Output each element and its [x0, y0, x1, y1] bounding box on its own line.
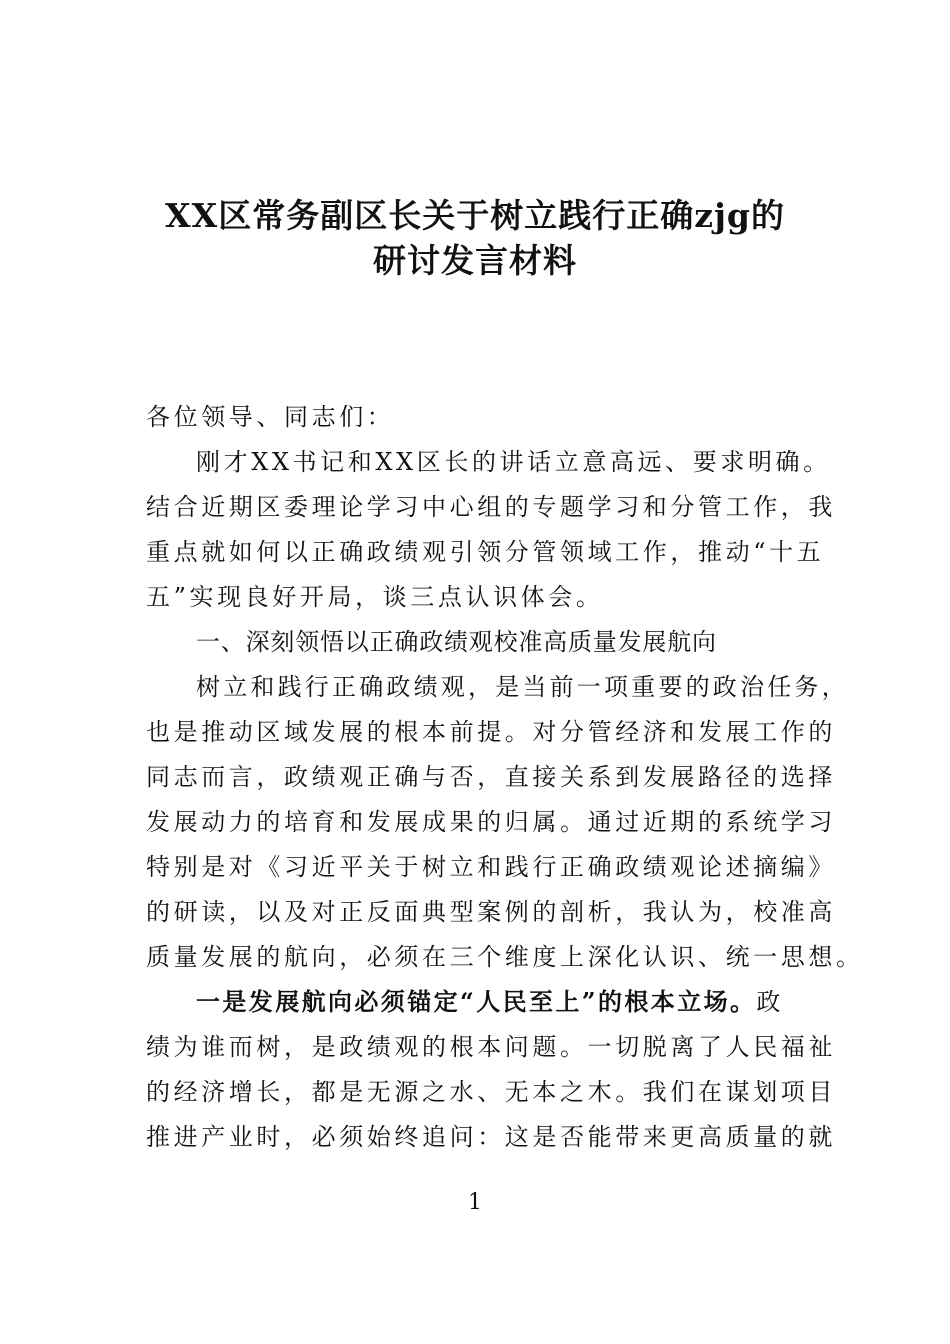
point-line: 绩为谁而树，是政绩观的根本问题。一切脱离了人民福祉: [146, 1033, 836, 1061]
document-title-line-1: XX区常务副区长关于树立践行正确zjg的: [165, 196, 785, 235]
point-bold-lead: 一是发展航向必须锚定“人民至上”的根本立场。: [196, 987, 757, 1016]
intro-line: 结合近期区委理论学习中心组的专题学习和分管工作，我: [146, 493, 836, 521]
intro-line: 刚才XX书记和XX区长的讲话立意高远、要求明确。: [196, 448, 831, 476]
point-line: 的经济增长，都是无源之水、无本之木。我们在谋划项目: [146, 1078, 836, 1106]
paragraph-line: 特别是对《习近平关于树立和践行正确政绩观论述摘编》: [146, 853, 836, 881]
intro-line: 五”实现良好开局，谈三点认识体会。: [146, 583, 604, 611]
section-heading: 一、深刻领悟以正确政绩观校准高质量发展航向: [196, 628, 717, 656]
paragraph-line: 树立和践行正确政绩观，是当前一项重要的政治任务，: [196, 673, 849, 701]
document-title-line-2: 研讨发言材料: [373, 241, 577, 280]
intro-line: 重点就如何以正确政绩观引领分管领域工作，推动“十五: [146, 538, 825, 566]
paragraph-line: 的研读，以及对正反面典型案例的剖析，我认为，校准高: [146, 898, 836, 926]
paragraph-line: 也是推动区域发展的根本前提。对分管经济和发展工作的: [146, 718, 836, 746]
point-line: [196, 987, 886, 1017]
point-line: 推进产业时，必须始终追问：这是否能带来更高质量的就: [146, 1123, 836, 1151]
salutation: 各位领导、同志们：: [146, 403, 395, 431]
point-lead-tail: 政: [756, 988, 783, 1016]
paragraph-line: 质量发展的航向，必须在三个维度上深化认识、统一思想。: [146, 943, 864, 971]
paragraph-line: 同志而言，政绩观正确与否，直接关系到发展路径的选择: [146, 763, 836, 791]
page-number: 1: [468, 1190, 482, 1215]
paragraph-line: 发展动力的培育和发展成果的归属。通过近期的系统学习: [146, 808, 836, 836]
